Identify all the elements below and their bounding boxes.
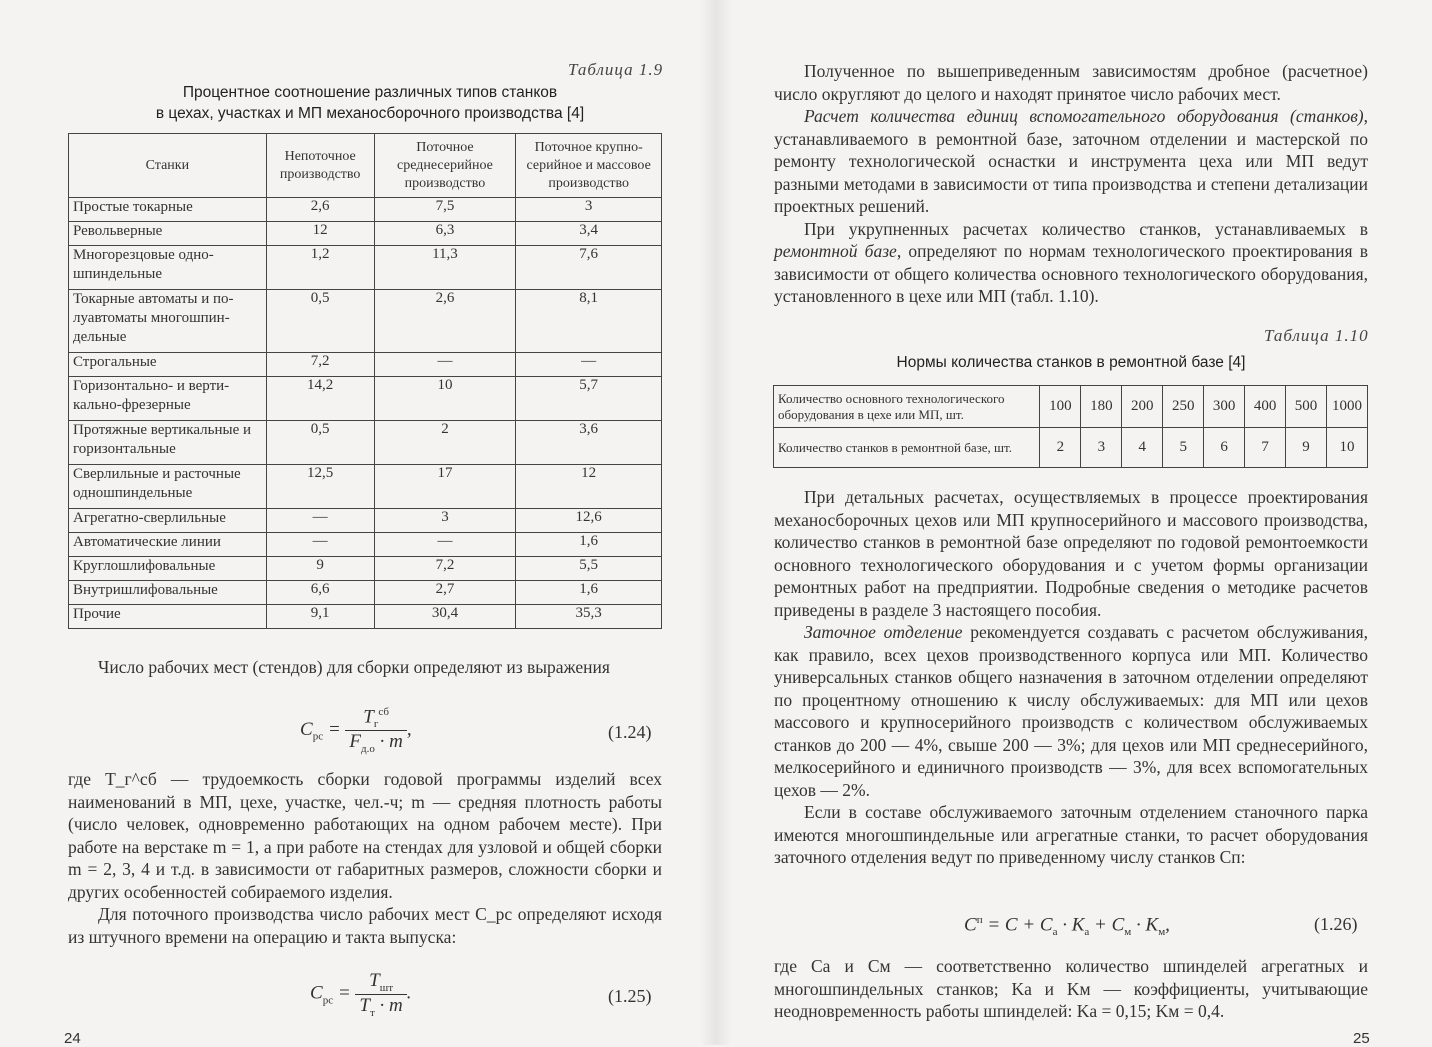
percent-cell: 1,2	[266, 246, 374, 290]
percent-cell: 2,6	[374, 290, 516, 353]
percent-cell: 2,7	[374, 581, 516, 605]
machine-name-cell: Сверлильные и расточные одношпиндельные	[69, 465, 267, 509]
percent-cell: —	[516, 353, 662, 377]
percent-cell: 9	[266, 557, 374, 581]
page-number-left: 24	[64, 1030, 81, 1047]
value-cell: 500	[1286, 386, 1327, 428]
machine-name-cell: Простые токарные	[69, 198, 267, 222]
machine-name-cell: Круглошлифовальные	[69, 557, 267, 581]
table-title-line1: Процентное соотношение различных типов станков	[182, 84, 558, 101]
table-row	[69, 533, 662, 557]
table-row	[69, 465, 662, 509]
paragraph-repair-base: При укрупненных расчетах количество станков, устанавливаемых в ремонтной базе, определяют по нормам технологического проектирования в зависимости от общего количества основного технологического оборудования, установленного в цехе или МП (табл. 1.10).	[774, 218, 1368, 306]
value-cell: 6	[1204, 428, 1245, 468]
value-cell: 250	[1163, 386, 1204, 428]
header-flow-medium: Поточное среднесерийное производство	[374, 134, 516, 198]
table-caption: Таблица 1.9	[568, 60, 664, 79]
percent-cell: 3,6	[516, 421, 662, 465]
percent-cell: 1,6	[516, 533, 662, 557]
table-row: Количество станков в ремонтной базе, шт. 2 3 4 5 6 7 9 10	[774, 428, 1368, 468]
formula-1-26: $C^п = C + C_а \cdot K_а + C_м \cdot K_м$,	[964, 914, 1170, 939]
right-text-top: Полученное по вышеприведенным зависимостям дробное (расчетное) число округляют до целого и находят принятое число рабочих мест. Расчет количества единиц вспомогательного оборудования (станков), устанавливаемого в ремонтной базе, заточном отделении и мастерской по ремонту технологической оснастки и инструмента цеха или МП ведут разными методами в зависимости от типа производства и степени детализации проектных решений. При укрупненных расчетах количество станков, устанавливаемых в ремонтной базе, определяют по нормам технологического проектирования в зависимости от общего количества основного технологического оборудования, установленного в цехе или МП (табл. 1.10).	[774, 61, 1368, 306]
repair-base-table	[773, 385, 1368, 468]
percent-cell: 6,3	[374, 222, 516, 246]
percent-cell: 10	[374, 377, 516, 421]
percent-cell: 30,4	[374, 605, 516, 629]
percent-cell: 12,6	[516, 509, 662, 533]
table-caption-1-10: Таблица 1.10	[1264, 326, 1369, 345]
percent-cell: 12	[516, 465, 662, 509]
paragraph-auxiliary: Расчет количества единиц вспомогательного оборудования (станков), устанавливаемого в ремонтной базе, заточном отделении и мастерской по ремонту технологической оснастки и инструмента цеха или МП ведут разными методами в зависимости от типа производства и степени детализации проектных решений.	[774, 106, 1368, 216]
equation-number-1-25: (1.25)	[608, 986, 652, 1006]
percent-cell: 12,5	[266, 465, 374, 509]
percent-cell: 5,5	[516, 557, 662, 581]
value-cell: 7	[1245, 428, 1286, 468]
percent-cell: 8,1	[516, 290, 662, 353]
page-number-right: 25	[1353, 1030, 1370, 1047]
percent-cell: 14,2	[266, 377, 374, 421]
percent-cell: —	[374, 533, 516, 557]
formula-1-24: $C_{рс}$ = $\frac{T_г^{сб}}{F_{д.о} \cdot m}$ ,	[300, 706, 412, 755]
table-title-1-10: Нормы количества станков в ремонтной базе [4]	[896, 354, 1246, 371]
machine-name-cell: Прочие	[69, 605, 267, 629]
value-cell: 9	[1286, 428, 1327, 468]
equation-number-1-24: (1.24)	[608, 722, 652, 742]
percent-cell: —	[266, 509, 374, 533]
table-row: Количество основного технологического оборудования в цехе или МП, шт. 100 180 200 250 300 400 500 1000	[774, 386, 1368, 428]
percent-cell: 6,6	[266, 581, 374, 605]
percent-cell: 0,5	[266, 421, 374, 465]
header-machines: Станки	[69, 134, 267, 198]
machine-name-cell: Многорезцовые одно-шпиндельные	[69, 246, 267, 290]
machine-name-cell: Протяжные вертикальные и горизонтальные	[69, 421, 267, 465]
right-text-middle: При детальных расчетах, осуществляемых в процессе проектирования механосборочных цехов или МП крупносерийного и массового производства, количество станков в ремонтной базе определяют по годовой ремонтоемкости основного технологического оборудования и с учетом формы организации ремонтных работ на предприятии. Подробные сведения о методике расчетов приведены в разделе 3 настоящего пособия. Заточное отделение рекомендуется создавать с расчетом обслуживания, как правило, всех цехов производственного корпуса или МП. Количество универсальных станков общего назначения в заточном отделении определяют по процентному отношению к числу обслуживаемых: для МП или цехов массового и крупносерийного производств с количеством обслуживаемых станков до 200 — 4%, свыше 200 — 3%; для цехов или МП среднесерийного, мелкосерийного и единичного производств — 3%, для всех вспомогательных цехов — 2%. Если в составе обслуживаемого заточным отделением станочного парка имеются многошпиндельные или агрегатные станки, то расчет оборудования заточного отделения ведут по приведенному числу станков Cп:	[774, 487, 1368, 867]
percent-cell: 0,5	[266, 290, 374, 353]
percent-cell: 9,1	[266, 605, 374, 629]
table-row	[69, 581, 662, 605]
right-text-bottom: где Cа и Cм — соответственно количество шпинделей агрегатных и многошпиндельных станков; Kа и Kм — коэффициенты, учитывающие неодновременность работы шпинделей: Kа = 0,15; Kм = 0,4.	[774, 956, 1368, 1021]
table-row	[69, 557, 662, 581]
table-row	[69, 198, 662, 222]
machine-types-body	[69, 198, 662, 629]
table-row	[69, 421, 662, 465]
table-row	[69, 353, 662, 377]
header-flow-mass: Поточное крупно-серийное и массовое производство	[516, 134, 662, 198]
table-row	[69, 246, 662, 290]
paragraph-sharpening: Заточное отделение рекомендуется создавать с расчетом обслуживания, как правило, всех цехов производственного корпуса или МП. Количество универсальных станков общего назначения в заточном отделении определяют по процентному отношению к числу обслуживаемых: для МП или цехов массового и крупносерийного производств с количеством обслуживаемых станков до 200 — 4%, свыше 200 — 3%; для цехов или МП среднесерийного, мелкосерийного и единичного производств — 3%, для всех вспомогательных цехов — 2%.	[774, 622, 1368, 800]
value-cell: 2	[1040, 428, 1081, 468]
percent-cell: 3	[374, 509, 516, 533]
machine-name-cell: Внутришлифовальные	[69, 581, 267, 605]
value-cell: 10	[1327, 428, 1368, 468]
left-page	[0, 0, 716, 1045]
machine-name-cell: Строгальные	[69, 353, 267, 377]
table-row	[69, 222, 662, 246]
percent-cell: 7,2	[266, 353, 374, 377]
value-cell: 3	[1081, 428, 1122, 468]
percent-cell: 1,6	[516, 581, 662, 605]
value-cell: 180	[1081, 386, 1122, 428]
percent-cell: 3,4	[516, 222, 662, 246]
paragraph-workplaces: Число рабочих мест (стендов) для сборки определяют из выражения	[98, 657, 610, 677]
right-page	[716, 0, 1432, 1045]
header-nonflow: Непоточное производство	[266, 134, 374, 198]
table-title-line2: в цехах, участках и МП механосборочного производства [4]	[155, 105, 585, 122]
machine-name-cell: Агрегатно-сверлильные	[69, 509, 267, 533]
machine-name-cell: Автоматические линии	[69, 533, 267, 557]
machine-types-table	[68, 133, 662, 629]
percent-cell: 5,7	[516, 377, 662, 421]
percent-cell: 2	[374, 421, 516, 465]
percent-cell: 17	[374, 465, 516, 509]
percent-cell: 12	[266, 222, 374, 246]
value-cell: 4	[1122, 428, 1163, 468]
value-cell: 1000	[1327, 386, 1368, 428]
percent-cell: 35,3	[516, 605, 662, 629]
value-cell: 5	[1163, 428, 1204, 468]
value-cell: 300	[1204, 386, 1245, 428]
value-cell: 100	[1040, 386, 1081, 428]
value-cell: 200	[1122, 386, 1163, 428]
machine-name-cell: Горизонтально- и верти-кально-фрезерные	[69, 377, 267, 421]
percent-cell: —	[266, 533, 374, 557]
percent-cell: 3	[516, 198, 662, 222]
table-row	[69, 377, 662, 421]
table-title	[100, 82, 640, 124]
value-cell: 400	[1245, 386, 1286, 428]
equation-number-1-26: (1.26)	[1314, 914, 1358, 934]
machine-name-cell: Револьверные	[69, 222, 267, 246]
percent-cell: —	[374, 353, 516, 377]
machine-name-cell: Токарные автоматы и по-луавтоматы многошпин-дельные	[69, 290, 267, 353]
percent-cell: 2,6	[266, 198, 374, 222]
percent-cell: 7,6	[516, 246, 662, 290]
paragraph-where-1: где T_г^сб — трудоемкость сборки годовой программы изделий всех наименований в МП, цехе, участке, чел.-ч; m — средняя плотность работы (число человек, одновременно работающих на одном рабочем месте). При работе на верстаке m = 1, а при работе на стендах для узловой и общей сборки m = 2, 3, 4 и т.д. в зависимости от габаритных размеров, сложности сборки и других особенностей собираемого изделия. Для поточного производства число рабочих мест C_рс определяют исходя из штучного времени на операцию и такта выпуска:	[68, 769, 662, 947]
table-row	[69, 290, 662, 353]
table-row	[69, 509, 662, 533]
formula-1-25: $C_{рс}$ = $\frac{T_{шт}}{T_т \cdot m}$ .	[310, 970, 412, 1019]
percent-cell: 7,5	[374, 198, 516, 222]
percent-cell: 7,2	[374, 557, 516, 581]
percent-cell: 11,3	[374, 246, 516, 290]
table-row	[69, 605, 662, 629]
